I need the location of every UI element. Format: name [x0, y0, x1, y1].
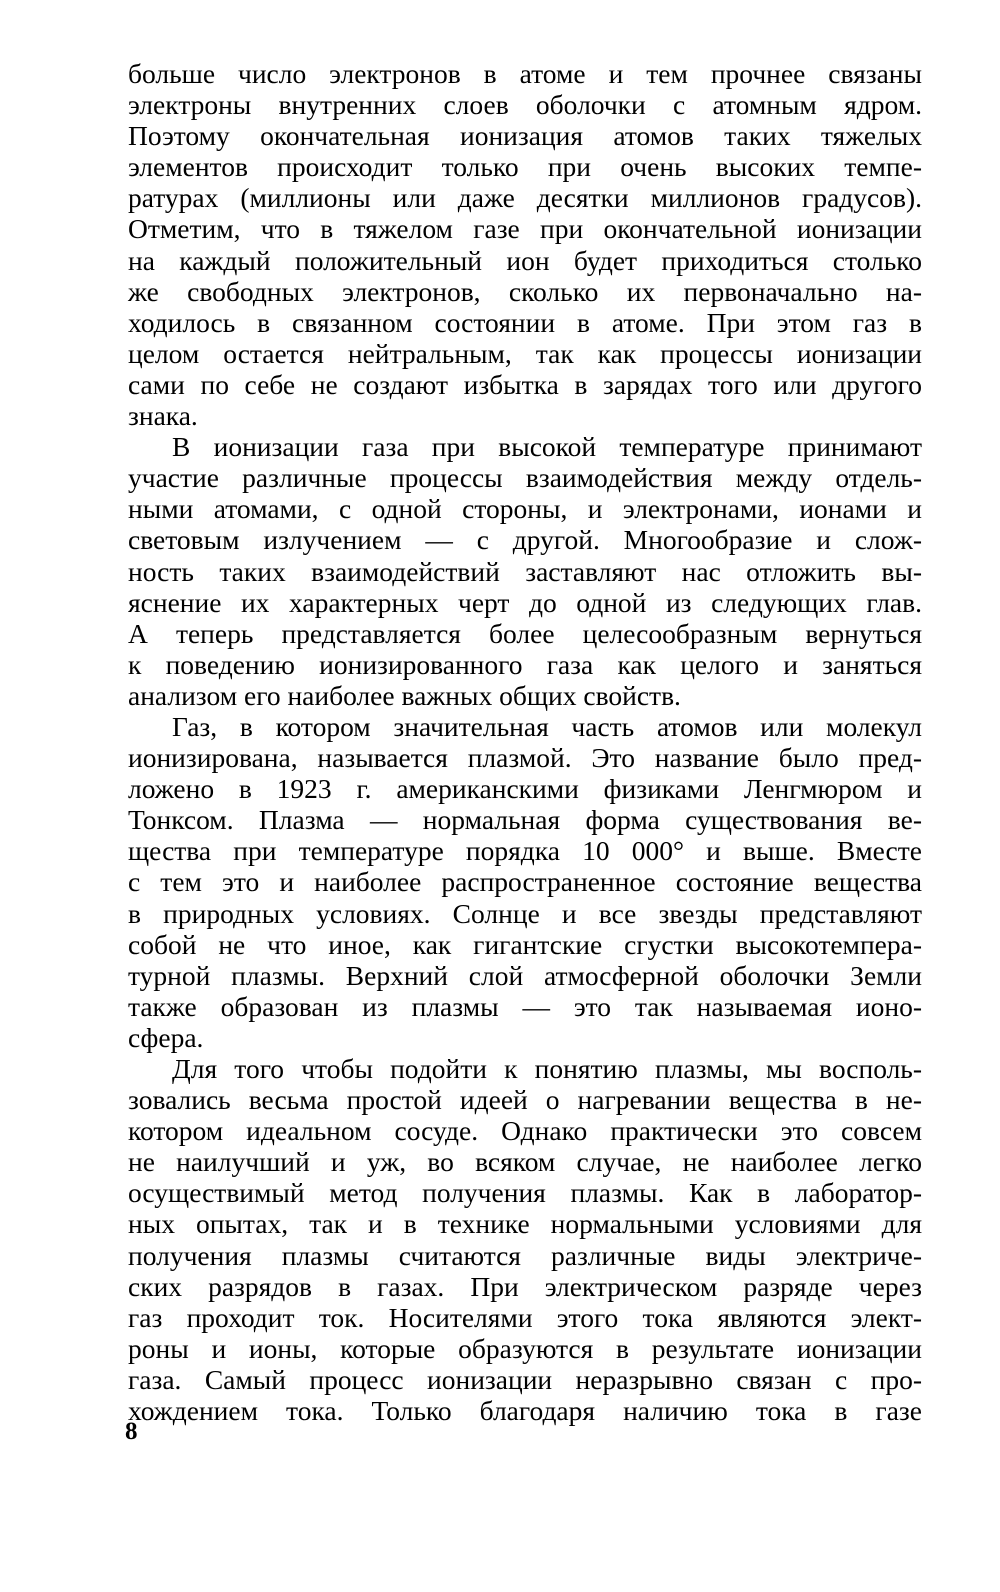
text-line: ложено в 1923 г. американскими физиками Ленгмюром и	[128, 773, 922, 805]
body-text	[128, 58, 922, 1426]
text-line: также образован из плазмы — это так называемая ионо-	[128, 990, 922, 1022]
text-line: Отметим, что в тяжелом газе при окончательной ионизации	[128, 213, 922, 245]
text-line: В ионизации газа при высокой температуре принимают	[172, 431, 922, 463]
text-line: собой не что иное, как гигантские сгустки высокотемпера-	[128, 928, 922, 960]
text-line: получения плазмы считаются различные виды электриче-	[128, 1239, 922, 1271]
text-line: ионизирована, называется плазмой. Это название было пред-	[128, 742, 922, 774]
text-line: Для того чтобы подойти к понятию плазмы, мы восполь-	[172, 1053, 922, 1084]
text-line: же свободных электронов, сколько их первоначально на-	[128, 275, 922, 307]
text-line: А теперь представляется более целесообразным вернуться	[128, 617, 922, 649]
text-line: к поведению ионизированного газа как целого и заняться	[128, 648, 922, 680]
text-line: электроны внутренних слоев оболочки с атомным ядром.	[128, 89, 922, 121]
text-line: щества при температуре порядка 10 000° и выше. Вместе	[128, 835, 922, 867]
text-line: ских разрядов в газах. При электрическом разряде через	[128, 1270, 922, 1302]
text-line: яснение их характерных черт до одной из следующих глав.	[128, 586, 922, 618]
text-line: сами по себе не создают избытка в зарядах того или другого	[128, 368, 922, 400]
text-line: не наилучший и уж, во всяком случае, не наиболее легко	[128, 1146, 922, 1178]
text-line: участие различные процессы взаимодействия между отдель-	[128, 462, 922, 494]
text-line: на каждый положительный ион будет приходиться столько	[128, 244, 922, 276]
text-line: целом остается нейтральным, так как процессы ионизации	[128, 337, 922, 369]
text-line: Поэтому окончательная ионизация атомов таких тяжелых	[128, 120, 922, 152]
text-line: турной плазмы. Верхний слой атмосферной оболочки Земли	[128, 959, 922, 991]
text-line: хождением тока. Только благодаря наличию тока в газе	[128, 1395, 922, 1427]
text-line: газа. Самый процесс ионизации неразрывно связан с про-	[128, 1363, 922, 1395]
text-line: элементов происходит только при очень высоких темпе-	[128, 151, 922, 183]
text-line: ных опытах, так и в технике нормальными условиями для	[128, 1208, 922, 1240]
text-line: Тонксом. Плазма — нормальная форма существования ве-	[128, 804, 922, 836]
text-line: с тем это и наиболее распространенное состояние вещества	[128, 866, 922, 898]
text-line: в природных условиях. Солнце и все звезды представляют	[128, 897, 922, 929]
text-line: ратурах (миллионы или даже десятки миллионов градусов).	[128, 182, 922, 214]
text-line: знака.	[128, 400, 198, 432]
text-line: световым излучением — с другой. Многообразие и слож-	[128, 524, 922, 556]
text-line: зовались весьма простой идеей о нагревании вещества в не-	[128, 1084, 922, 1116]
text-line: ходилось в связанном состоянии в атоме. При этом газ в	[128, 306, 922, 338]
text-line: газ проходит ток. Носителями этого тока являются элект-	[128, 1301, 922, 1333]
text-line: сфера.	[128, 1021, 204, 1053]
text-line: анализом его наиболее важных общих свойств.	[128, 679, 681, 711]
page-number: 8	[125, 1418, 138, 1445]
text-line: ность таких взаимодействий заставляют нас отложить вы-	[128, 555, 922, 587]
text-line: Газ, в котором значительная часть атомов или молекул	[172, 710, 922, 742]
text-line: роны и ионы, которые образуются в результате ионизации	[128, 1332, 922, 1364]
text-line: больше число электронов в атоме и тем прочнее связаны	[128, 58, 922, 89]
text-line: ными атомами, с одной стороны, и электронами, ионами и	[128, 493, 922, 525]
text-line: котором идеальном сосуде. Однако практически это совсем	[128, 1115, 922, 1147]
text-line: осуществимый метод получения плазмы. Как в лаборатор-	[128, 1177, 922, 1209]
